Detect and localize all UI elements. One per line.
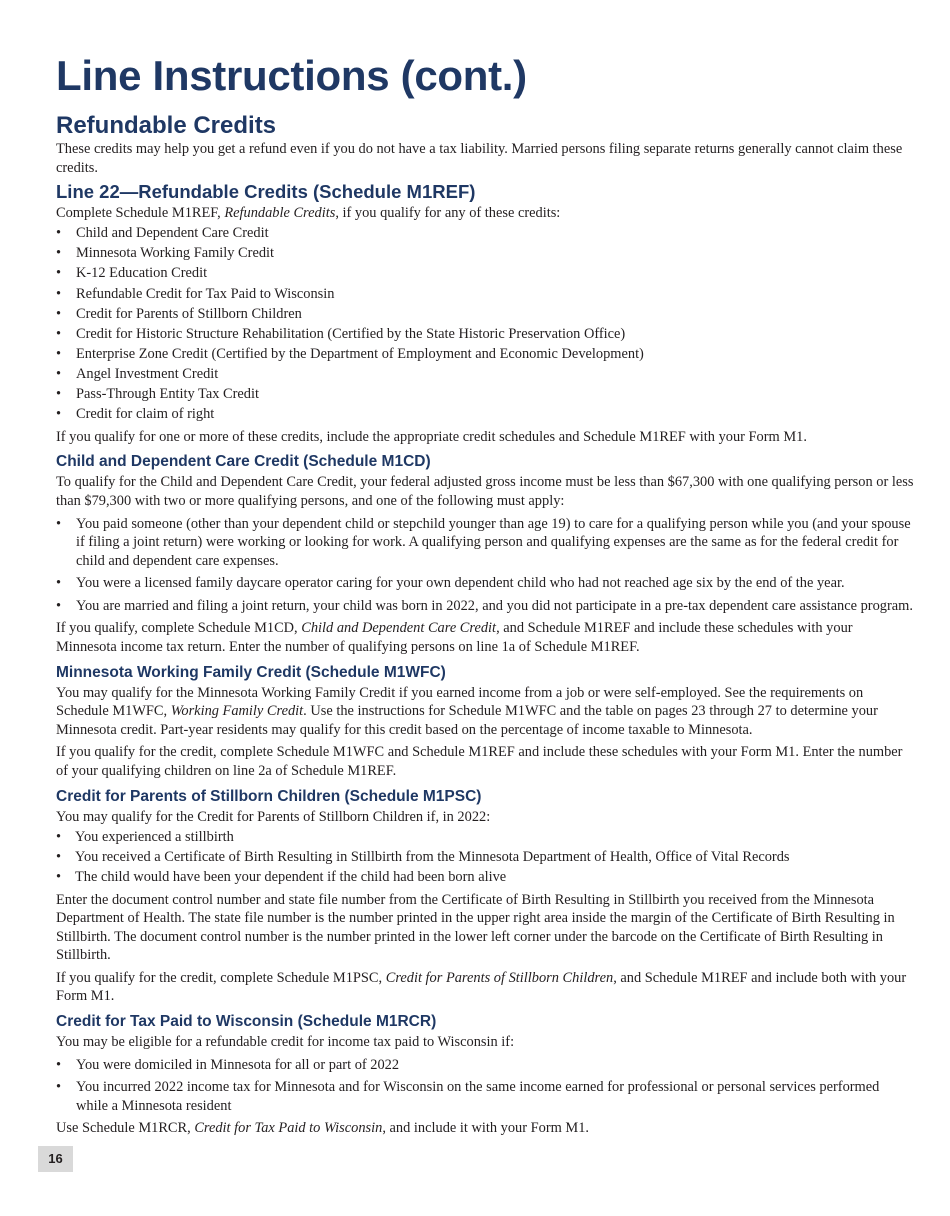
bullet-icon: • — [56, 1056, 62, 1073]
bullet-icon: • — [56, 386, 62, 403]
m1psc-requirements-list — [56, 828, 914, 887]
m1rcr-heading: Credit for Tax Paid to Wisconsin (Schedule M1RCR) — [56, 1013, 437, 1031]
line22-heading: Line 22—Refundable Credits (Schedule M1REF) — [56, 181, 476, 203]
m1cd-heading: Child and Dependent Care Credit (Schedule M1CD) — [56, 453, 431, 471]
bullet-icon: • — [56, 245, 62, 262]
page-content — [56, 50, 914, 1138]
list-item: • You were a licensed family daycare operator caring for your own dependent child who had not reached age six by the end of the year. — [56, 575, 845, 592]
bullet-icon: • — [56, 365, 62, 382]
list-item: • You experienced a stillbirth — [56, 828, 234, 845]
m1rcr-intro: You may be eligible for a refundable credit for income tax paid to Wisconsin if: — [56, 1034, 515, 1051]
m1cd-intro: To qualify for the Child and Dependent Care Credit, your federal adjusted gross income must be less than $67,300 with one qualifying person or less than $79,300 with two or more qualifying persons, and one of the following must apply: — [56, 474, 914, 509]
bullet-icon: • — [56, 515, 62, 532]
m1cd-requirements-list — [56, 515, 914, 616]
bullet-icon: • — [56, 325, 62, 342]
bullet-icon: • — [56, 868, 62, 885]
list-item: • You paid someone (other than your dependent child or stepchild younger than age 19) to care for a qualifying person while you (and your spouse if filing a joint return) were working or looking for work. A qualifying person and qualifying expenses are the same as for the federal credit for child and dependent care expenses. — [56, 515, 911, 569]
bullet-icon: • — [56, 406, 62, 423]
m1psc-paragraph-2: If you qualify for the credit, complete Schedule M1PSC, Credit for Parents of Stillborn Children, and Schedule M1REF and include both with your Form M1. — [56, 969, 907, 1005]
list-item: • The child would have been your dependent if the child had been born alive — [56, 868, 507, 885]
list-item: • Pass-Through Entity Tax Credit — [56, 386, 259, 403]
bullet-icon: • — [56, 285, 62, 302]
line22-closing: If you qualify for one or more of these credits, include the appropriate credit schedules and Schedule M1REF with your Form M1. — [56, 428, 807, 445]
list-item: • You were domiciled in Minnesota for all or part of 2022 — [56, 1056, 400, 1073]
bullet-icon: • — [56, 848, 62, 865]
m1psc-heading: Credit for Parents of Stillborn Children (Schedule M1PSC) — [56, 787, 482, 805]
list-item: • Minnesota Working Family Credit — [56, 245, 275, 262]
refundable-credits-intro: These credits may help you get a refund even if you do not have a tax liability. Married persons filing separate returns generally cannot claim these credits. — [56, 141, 903, 176]
page-title: Line Instructions (cont.) — [56, 52, 527, 99]
m1psc-paragraph-1: Enter the document control number and state file number from the Certificate of Birth Resulting in Stillbirth you received from the Minnesota Department of Health. The state file number is the number printed in the upper right area inside the margin of the Certificate of Birth Resulting in Stillbirth. The document control number is the number printed in the lower left corner under the barcode on the Certificate of Birth Resulting in Stillbirth. — [56, 891, 895, 964]
list-item: • You incurred 2022 income tax for Minnesota and for Wisconsin on the same income earned for professional or personal services performed while a Minnesota resident — [56, 1079, 880, 1114]
bullet-icon: • — [56, 305, 62, 322]
list-item: • Enterprise Zone Credit (Certified by the Department of Employment and Economic Development) — [56, 345, 644, 362]
list-item: • Refundable Credit for Tax Paid to Wisconsin — [56, 285, 335, 302]
list-item: • You received a Certificate of Birth Resulting in Stillbirth from the Minnesota Department of Health, Office of Vital Records — [56, 848, 790, 865]
m1psc-intro: You may qualify for the Credit for Parents of Stillborn Children if, in 2022: — [56, 808, 491, 825]
list-item: • Credit for claim of right — [56, 406, 215, 423]
m1cd-closing: If you qualify, complete Schedule M1CD, Child and Dependent Care Credit, and Schedule M1REF and include these schedules with your Minnesota income tax return. Enter the number of qualifying persons on line 1a of Schedule M1REF. — [56, 620, 853, 656]
m1wfc-paragraph-2: If you qualify for the credit, complete Schedule M1WFC and Schedule M1REF and include these schedules with your Form M1. Enter the number of your qualifying children on line 2a of Schedule M1REF. — [56, 744, 903, 780]
bullet-icon: • — [56, 828, 62, 845]
bullet-icon: • — [56, 225, 62, 242]
page-number: 16 — [38, 1146, 73, 1172]
list-item: • K-12 Education Credit — [56, 265, 208, 282]
m1rcr-closing: Use Schedule M1RCR, Credit for Tax Paid to Wisconsin, and include it with your Form M1. — [56, 1120, 589, 1137]
bullet-icon: • — [56, 597, 62, 614]
bullet-icon: • — [56, 1079, 62, 1096]
list-item: • Credit for Parents of Stillborn Children — [56, 305, 302, 322]
line22-intro: Complete Schedule M1REF, Refundable Credits, if you qualify for any of these credits: — [56, 205, 561, 222]
line22-credit-list — [56, 224, 914, 423]
refundable-credits-heading: Refundable Credits — [56, 112, 277, 139]
m1wfc-heading: Minnesota Working Family Credit (Schedule M1WFC) — [56, 663, 446, 681]
bullet-icon: • — [56, 265, 62, 282]
bullet-icon: • — [56, 575, 62, 592]
list-item: • Credit for Historic Structure Rehabilitation (Certified by the State Historic Preservation Office) — [56, 325, 626, 342]
m1rcr-requirements-list — [56, 1056, 914, 1116]
bullet-icon: • — [56, 345, 62, 362]
list-item: • Angel Investment Credit — [56, 365, 219, 382]
m1wfc-paragraph-1: You may qualify for the Minnesota Working Family Credit if you earned income from a job or were self-employed. See the requirements on Schedule M1WFC, Working Family Credit. Use the instructions for Schedule M1WFC and the table on pages 23 through 27 to determine your Minnesota credit. Part-year residents may qualify for this credit based on the percentage of income taxable to Minnesota. — [56, 684, 878, 738]
list-item: • You are married and filing a joint return, your child was born in 2022, and you did not participate in a pre-tax dependent care assistance program. — [56, 597, 913, 614]
list-item: • Child and Dependent Care Credit — [56, 225, 269, 242]
